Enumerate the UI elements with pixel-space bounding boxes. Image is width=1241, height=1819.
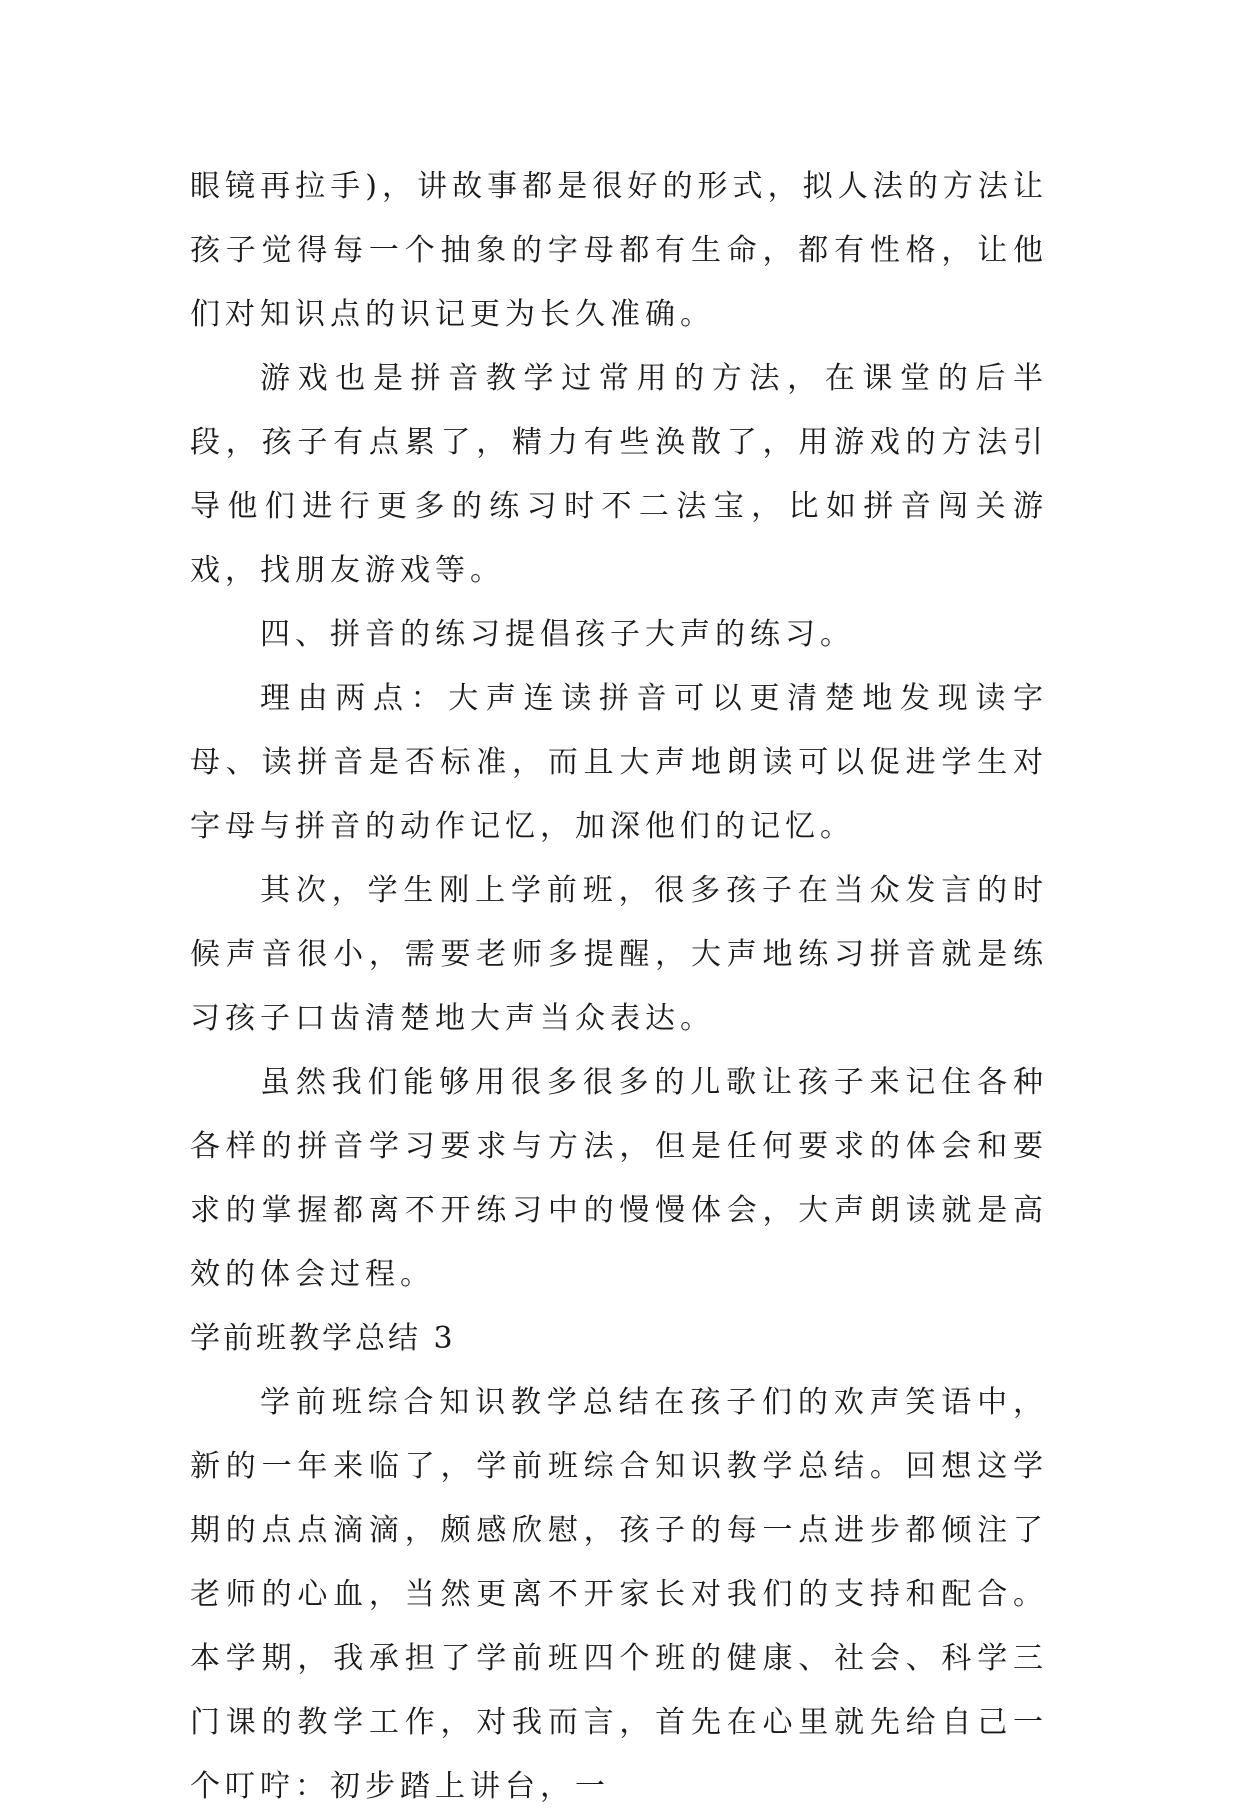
document-body [190, 155, 1048, 1819]
section-title: 学前班教学总结 3 [190, 1321, 456, 1356]
paragraph-games: 游戏也是拼音教学过常用的方法，在课堂的后半段，孩子有点累了，精力有些涣散了，用游戏的方法引导他们进行更多的练习时不二法宝，比如拼音闯关游戏，找朋友游戏等。 [190, 361, 1048, 588]
paragraph-continuation: 眼镜再拉手)，讲故事都是很好的形式，拟人法的方法让孩子觉得每一个抽象的字母都有生命，都有性格，让他们对知识点的识记更为长久准确。 [190, 169, 1048, 332]
paragraph-section-intro: 学前班综合知识教学总结在孩子们的欢声笑语中，新的一年来临了，学前班综合知识教学总结。回想这学期的点点滴滴，颇感欣慰，孩子的每一点进步都倾注了老师的心血，当然更离不开家长对我们的支持和配合。本学期，我承担了学前班四个班的健康、社会、科学三门课的教学工作，对我而言，首先在心里就先给自己一个叮咛：初步踏上讲台，一 [190, 1385, 1048, 1804]
paragraph-reasons: 理由两点：大声连读拼音可以更清楚地发现读字母、读拼音是否标准，而且大声地朗读可以促进学生对字母与拼音的动作记忆，加深他们的记忆。 [190, 681, 1048, 844]
paragraph-although: 虽然我们能够用很多很多的儿歌让孩子来记住各种各样的拼音学习要求与方法，但是任何要求的体会和要求的掌握都离不开练习中的慢慢体会，大声朗读就是高效的体会过程。 [190, 1065, 1048, 1292]
paragraph-point-four: 四、拼音的练习提倡孩子大声的练习。 [260, 617, 855, 652]
paragraph-secondly: 其次，学生刚上学前班，很多孩子在当众发言的时候声音很小，需要老师多提醒，大声地练习拼音就是练习孩子口齿清楚地大声当众表达。 [190, 873, 1048, 1036]
